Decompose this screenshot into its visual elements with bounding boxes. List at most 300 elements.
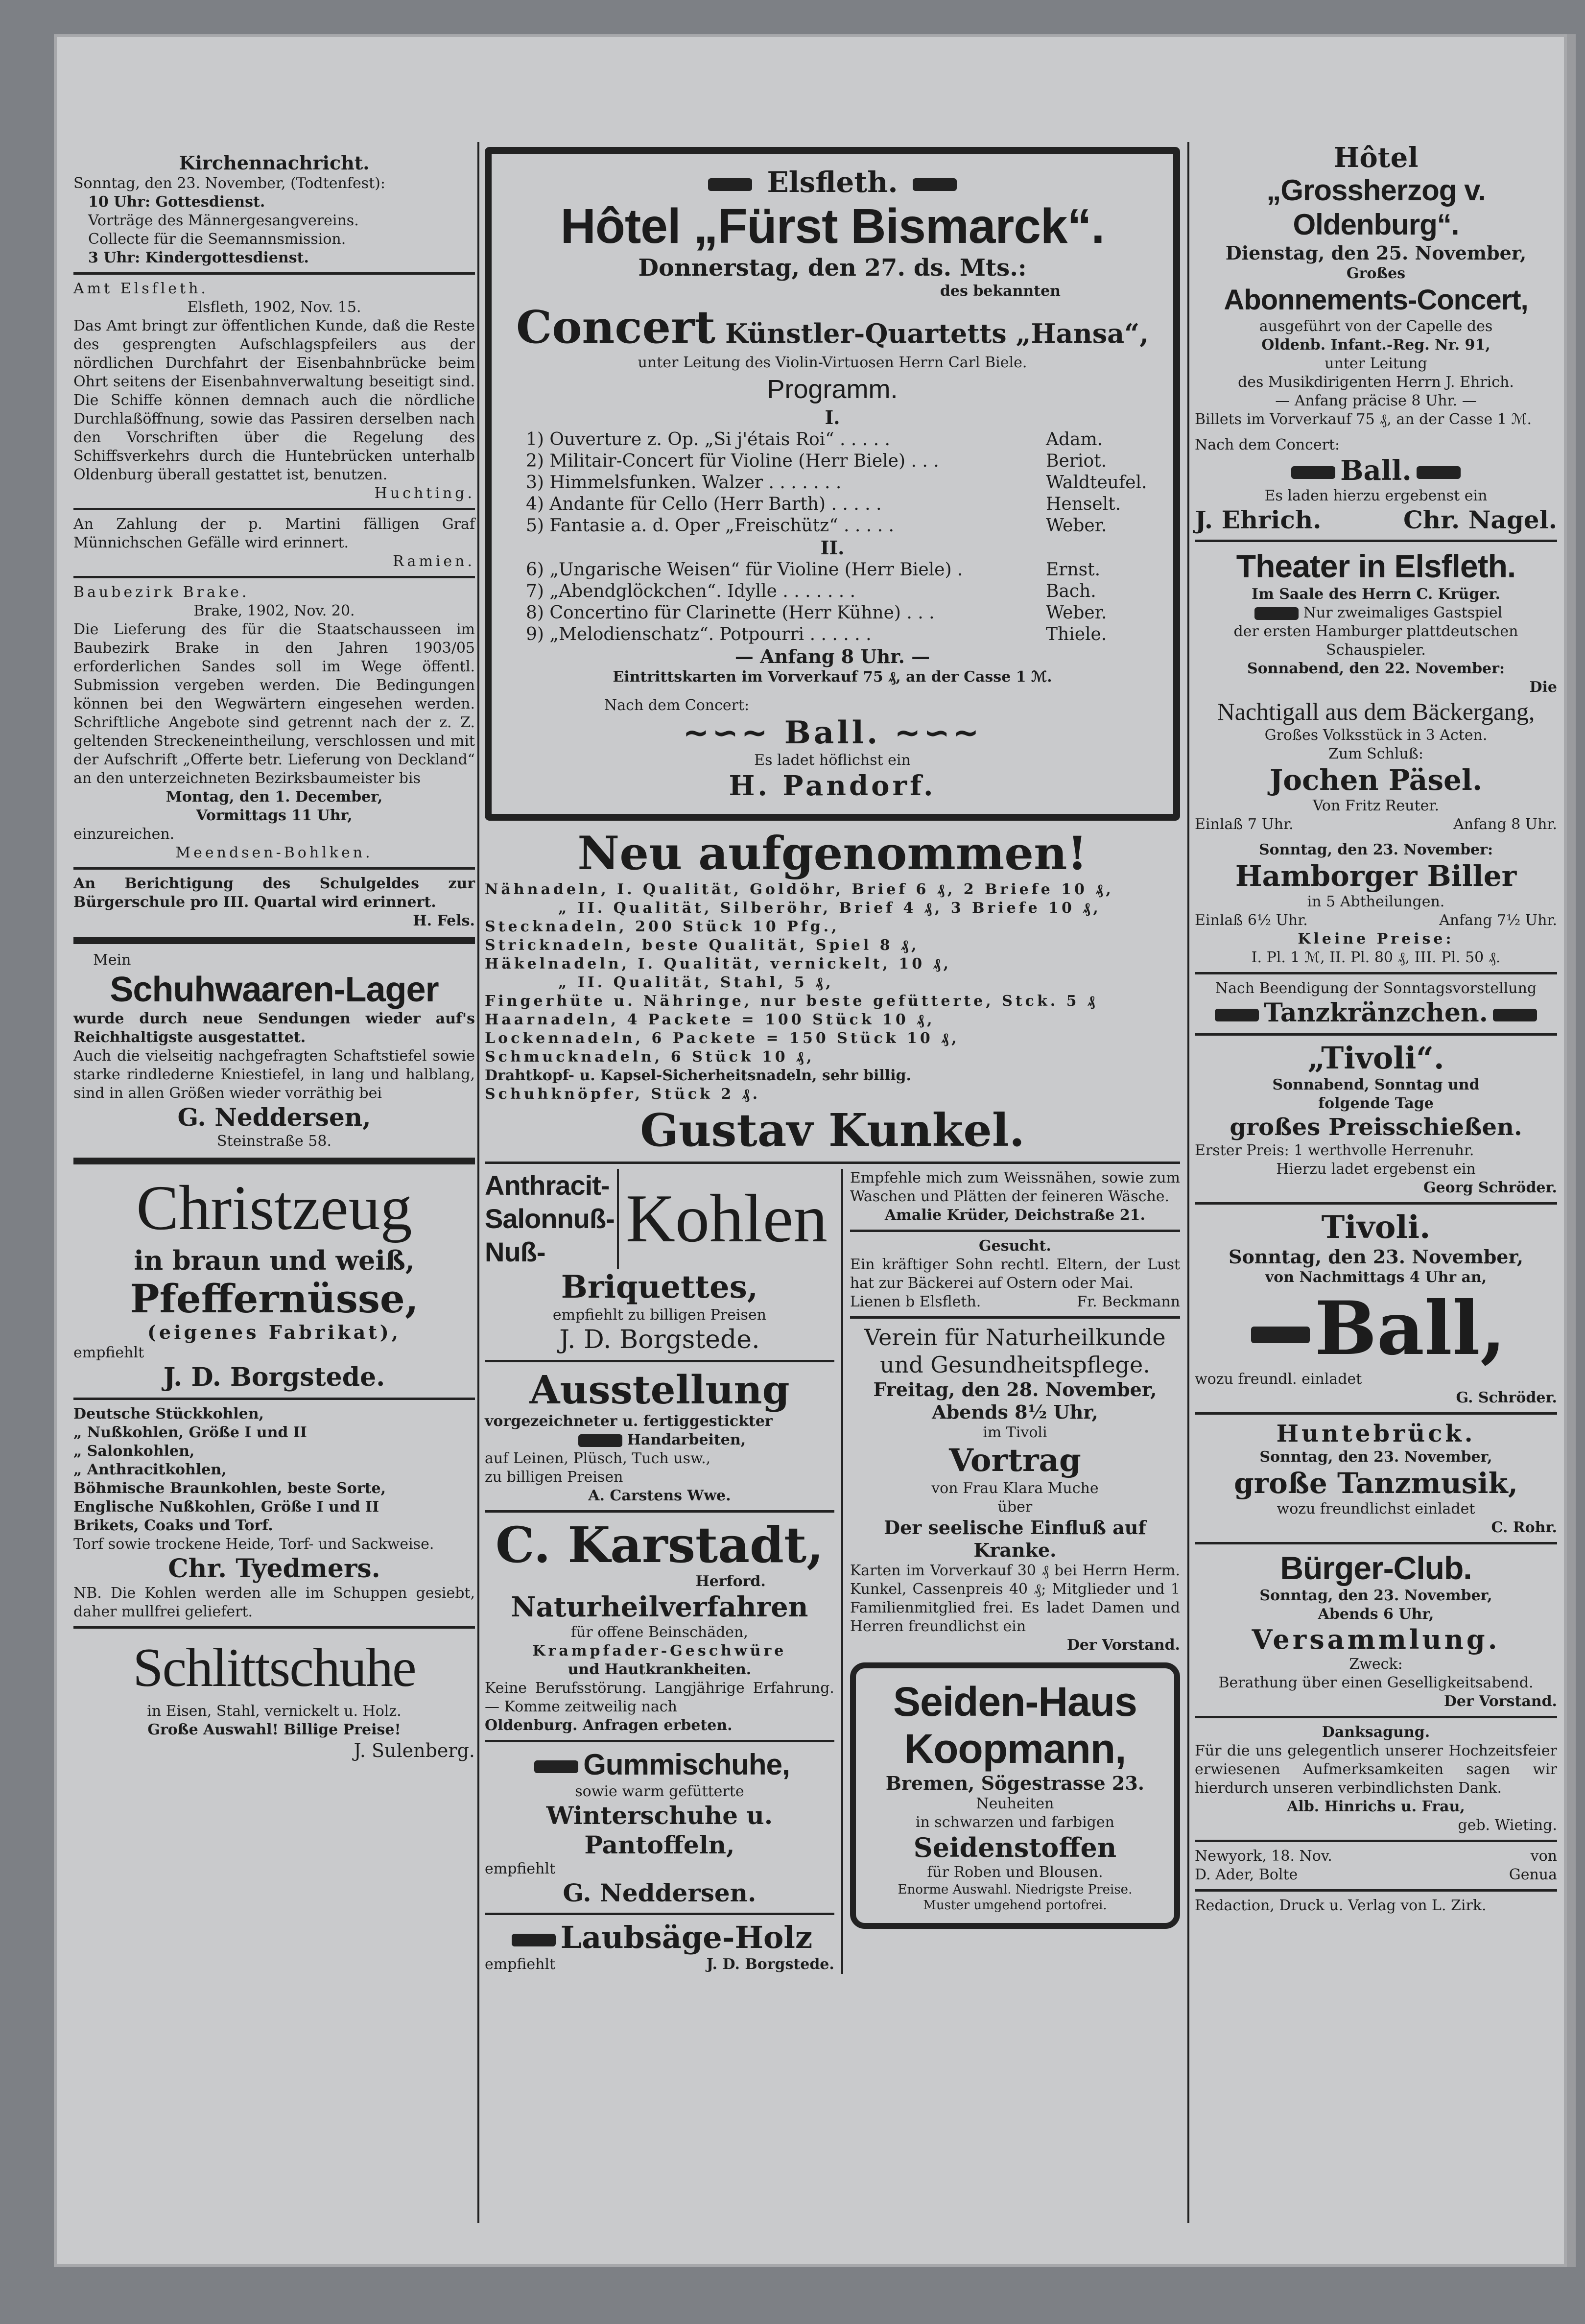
ny-line: von [1530,1848,1557,1865]
divider [485,1913,834,1915]
gesucht-name: Fr. Beckmann [1077,1293,1180,1310]
schlitt-name: J. Sulenberg. [354,1740,475,1761]
theater-date: Sonnabend, den 22. November: [1247,660,1505,677]
gesucht-ad [850,1237,1180,1311]
buerger-club-ad [1195,1549,1557,1711]
divider [1195,1840,1557,1842]
program-item: 4) Andante für Cello (Herr Barth) . . . . . [526,494,882,514]
karstadt-natur: Naturheilverfahren [511,1591,808,1623]
oldenburg-title: Abonnements-Concert, [1224,284,1528,316]
bismarck-ball: Ball. [784,714,881,751]
seidenhaus-ad [850,1662,1180,1929]
oldenburg-name2: Chr. Nagel. [1403,505,1557,534]
martini-notice [73,515,475,571]
amt-sign: Huchting. [374,485,475,502]
divider [850,1230,1180,1232]
tivoli2-date: Sonntag, den 23. November, [1229,1246,1523,1268]
kirche-line: 3 Uhr: Kindergottesdienst. [88,249,309,266]
schuh-name: G. Neddersen, [177,1103,371,1132]
divider [73,508,475,510]
neu-line: Drahtkopf- u. Kapsel-Sicherheitsnadeln, sehr billig. [485,1067,911,1084]
seiden-addr: Bremen, Sögestrasse 23. [885,1772,1145,1794]
bismarck-nach: Nach dem Concert: [604,697,750,714]
neu-line: Stricknadeln, beste Qualität, Spiel 8 ₰, [485,937,920,954]
kohlen2-emp: empfiehlt zu billigen Preisen [552,1306,766,1324]
tivoli2-name: G. Schröder. [1456,1389,1557,1406]
kohlen2-ad [485,1169,834,1355]
kohlen-line: Englische Nußkohlen, Größe I und II [73,1498,379,1516]
amt-body: Das Amt bringt zur öffentlichen Kunde, daß die Reste des gesprengten Aufschlagspfeilers aus der nördlichen Durchfahrt der Eisenbahnbrücke beim Ohrt seitens der Eisenbahnverwaltung beseitigt sind. Die Schiffe können demnach auch die nördliche Durchlaßöffnung, sowie das Passiren derselben nach den Vorschriften über die Regelung des Schiffsverkehrs durch die Huntebrücken unterhalb Oldenburg überall gestattet ist, benutzen. [73,317,475,483]
karstadt-title: C. Karstadt, [495,1516,824,1574]
theater-line: Von Fritz Reuter. [1312,797,1440,814]
neu-line: Fingerhüte u. Nähringe, nur beste gefütterte, Stck. 5 ₰ [485,993,1098,1010]
karstadt-ad [485,1518,834,1735]
schuh-body: Auch die vielseitig nachgefragten Schaftstiefel sowie starke rindlederne Kniestiefel, in lang und halblang, sind in allen Größen wieder vorräthig bei [73,1047,475,1102]
gummischuhe-ad [485,1747,834,1908]
oldenburg-ad [1195,142,1557,535]
neu-line: Schmucknadeln, 6 Stück 10 ₰, [485,1048,815,1066]
program-composer: Bach. [1046,581,1096,601]
karstadt-line: und Hautkrankheiten. [568,1661,752,1678]
verein-time: Abends 8½ Uhr, [932,1401,1098,1423]
program-composer: Henselt. [1046,494,1121,514]
gummi-title-row [485,1747,834,1782]
tivoli-tanz-ad [1195,979,1557,1197]
ny-line: D. Ader, Bolte [1195,1866,1298,1883]
bismarck-ball-row [506,715,1159,751]
pointing-hand-icon [708,178,752,191]
gesucht-place: Lienen b Elsfleth. [850,1293,981,1310]
ausst-line: auf Leinen, Plüsch, Tuch usw., [485,1450,711,1467]
buerger-vers: Versammlung. [1252,1624,1500,1655]
theater-die: Die [1529,679,1557,696]
theater-stueck: Jochen Päsel. [1269,763,1483,797]
seiden-line: Neuheiten [976,1795,1054,1812]
schuh-pre: Mein [93,951,131,969]
kohlen2-briq: Briquettes, [561,1269,758,1305]
bismarck-concert-row [506,301,1159,354]
amt-notice [73,280,475,503]
tivoli2-ball: Ball, [1314,1285,1506,1372]
buerger-line: Berathung über einen Geselligkeitsabend. [1218,1674,1534,1691]
bismarck-concert: Concert [516,301,715,354]
program-item: 6) „Ungarische Weisen“ für Violine (Herr Biele) . [526,560,963,580]
bismarck-karten: Eintrittskarten im Vorverkauf 75 ₰, an der Casse 1 ℳ. [613,668,1052,686]
ausst-l2-row [485,1431,834,1449]
col2-lower-left [485,1169,834,1974]
oldenburg-gross: Großes [1346,265,1406,282]
ausst-line: vorgezeichneter u. fertiggestickter [485,1413,773,1430]
theater-line: Großes Volksstück in 3 Acten. [1264,727,1488,744]
gesucht-body: Ein kräftiger Sohn rechtl. Eltern, der Lust hat zur Bäckerei auf Ostern oder Mai. [850,1256,1180,1292]
bismarck-part: I. [825,406,840,428]
column-rule [1187,142,1189,2223]
ausst-title: Ausstellung [529,1367,790,1413]
gummi-name: G. Neddersen. [563,1878,757,1907]
divider [1195,540,1557,542]
kohlen-line: Böhmische Braunkohlen, beste Sorte, [73,1480,386,1497]
gummi-line: Winterschuhe u. Pantoffeln, [546,1801,773,1859]
hunte-title: Huntebrück. [1276,1420,1476,1447]
program-part-1 [506,429,1159,537]
oldenburg-line: des Musikdirigenten Herrn J. Ehrich. [1238,374,1514,391]
theater-line: Im Saale des Herrn C. Krüger. [1252,586,1500,603]
tivoli1-tanz-row [1195,998,1557,1028]
program-item: 3) Himmelsfunken. Walzer . . . . . . . [526,473,842,493]
bismarck-name: H. Pandorf. [729,770,936,802]
bismarck-ad [485,147,1180,821]
martini-sign: Ramien. [393,553,475,570]
kohlen2-type: Anthracit- [485,1170,610,1201]
neu-line: Lockennadeln, 6 Packete = 150 Stück 10 ₰, [485,1030,960,1047]
program-item: 9) „Melodienschatz“. Potpourri . . . . . . [526,624,872,644]
theater-ad [1195,547,1557,967]
divider [1195,1033,1557,1036]
kohlen-line: „ Anthracitkohlen, [73,1461,227,1478]
ny-line: Genua [1509,1866,1557,1883]
theater-anfang: Anfang 8 Uhr. [1453,816,1557,833]
kohlen2-head [485,1169,834,1269]
heavy-divider [73,1158,475,1164]
buerger-date: Sonntag, den 23. November, [1259,1587,1492,1604]
ausst-name: A. Carstens Wwe. [588,1487,731,1504]
flourish-icon: ~∽~ [683,715,771,751]
schlitt-line: Große Auswahl! Billige Preise! [147,1721,401,1738]
divider [1195,1889,1557,1892]
tivoli2-title: Tivoli. [1321,1209,1431,1246]
divider [485,1740,834,1742]
oldenburg-name1: J. Ehrich. [1195,505,1322,534]
bismarck-quartett: Künstler-Quartetts „Hansa“, [725,318,1149,349]
neu-line: Haarnadeln, 4 Packete = 100 Stück 10 ₰, [485,1011,935,1028]
schuh-title: Schuhwaaren-Lager [110,970,439,1009]
weiss-body: Empfehle mich zum Weissnähen, sowie zum Waschen und Plätten der feineren Wäsche. [850,1169,1180,1205]
divider [1195,972,1557,974]
theater-line: Kleine Preise: [1298,930,1454,948]
divider [73,576,475,578]
divider [1195,1716,1557,1718]
oldenburg-date: Dienstag, den 25. November, [1225,242,1527,264]
buerger-sign: Der Vorstand. [1443,1693,1557,1710]
schlittschuhe-ad [73,1634,475,1762]
kohlen-line: Deutsche Stückkohlen, [73,1405,264,1423]
tivoli1-line: Sonnabend, Sonntag und [1272,1076,1480,1093]
ny-line: Newyork, 18. Nov. [1195,1848,1332,1865]
kohlen2-types [485,1169,619,1269]
kohlen-line: Torf sowie trockene Heide, Torf- und Sackweise. [73,1536,434,1553]
program-item: 7) „Abendglöckchen“. Idylle . . . . . . . [526,581,856,601]
laubsaege-ad [485,1920,834,1974]
program-item: 5) Fantasie a. d. Oper „Freischütz“ . . . . . [526,516,894,536]
neu-aufgenommen-ad [485,827,1180,1157]
kohlen-line: „ Nußkohlen, Größe I und II [73,1424,307,1441]
theater-line: Nur zweimaliges Gastspiel [1303,604,1503,621]
column-rule [841,1169,843,1974]
gesucht-foot [850,1293,1180,1311]
karstadt-line: für offene Beinschäden, [570,1624,748,1641]
oldenburg-line: Oldenb. Infant.-Reg. Nr. 91, [1261,336,1490,354]
pointing-hand-icon [1291,466,1335,479]
theater-einlass: Einlaß 6½ Uhr. [1195,912,1308,929]
schlitt-line: in Eisen, Stahl, vernickelt u. Holz. [147,1703,402,1720]
laub-foot [485,1955,834,1974]
huntebrueck-ad [1195,1420,1557,1537]
laub-title-row [485,1920,834,1955]
theater-date: Sonntag, den 23. November: [1258,841,1493,858]
divider [850,1316,1180,1319]
seiden-title: Koopmann, [904,1726,1126,1772]
christ-sub: in braun und weiß, [134,1245,415,1276]
theater-l2-row [1195,604,1557,622]
divider [73,867,475,870]
hunte-ladet: wozu freundlichst einladet [1277,1500,1475,1518]
kirche-line: 10 Uhr: Gottesdienst. [88,193,265,211]
bismarck-programm: Programm. [767,375,898,404]
buerger-title: Bürger-Club. [1280,1550,1472,1586]
oldenburg-ball-row [1195,454,1557,487]
neu-line: Stecknadeln, 200 Stück 10 Pfg., [485,918,840,935]
divider [73,272,475,275]
column-1 [73,152,475,1762]
pointing-hand-icon [1493,1009,1537,1021]
seiden-line: für Roben und Blousen. [927,1864,1103,1881]
neu-line: Nähnadeln, I. Qualität, Goldöhr, Brief 6 ₰, 2 Briefe 10 ₰, [485,881,1114,898]
neu-name: Gustav Kunkel. [640,1104,1025,1157]
program-composer: Weber. [1046,603,1107,623]
gummi-emp: empfiehlt [485,1860,556,1877]
christ-emp: empfiehlt [73,1344,144,1361]
oldenburg-name: „Grossherzog v. Oldenburg“. [1266,174,1486,241]
schul-body: An Berichtigung des Schulgeldes zur Bürgerschule pro III. Quartal wird erinnert. [73,875,475,911]
flourish-icon: ~∽~ [894,715,982,751]
divider [485,1360,834,1362]
kirche-line: Sonntag, den 23. November, (Todtenfest): [73,175,385,192]
tivoli1-line: großes Preisschießen. [1230,1114,1522,1141]
divider [1195,1202,1557,1205]
col2-lower [485,1169,1180,1974]
buerger-zweck: Zweck: [1349,1656,1403,1673]
oldenburg-ladet: Es laden hierzu ergebenst ein [1264,487,1488,504]
gesucht-title: Gesucht. [979,1237,1051,1255]
kohlen-nb: NB. Die Kohlen werden alle im Schuppen gesiebt, daher mullfrei geliefert. [73,1585,475,1620]
neu-title: Neu aufgenommen! [577,827,1088,880]
program-part-2 [506,559,1159,645]
laub-name: J. D. Borgstede. [706,1956,834,1973]
baubezirk-notice [73,583,475,862]
tivoli2-ladet: wozu freundl. einladet [1195,1371,1362,1388]
dank-body: Für die uns gelegentlich unserer Hochzeitsfeier erwiesenen Aufmerksamkeiten sagen wir hierdurch unseren verbindlichsten Dank. [1195,1742,1557,1797]
kohlen-line: „ Salonkohlen, [73,1443,195,1460]
oldenburg-hotel: Hôtel [1333,142,1419,174]
theater-einlass: Einlaß 7 Uhr. [1195,816,1294,833]
oldenburg-line: Billets im Vorverkauf 75 ₰, an der Casse 1 ℳ. [1195,411,1532,428]
divider [485,1162,1180,1164]
theater-line: der ersten Hamburger plattdeutschen Schauspieler. [1233,623,1518,659]
kohlen2-title: Kohlen [625,1181,828,1257]
tivoli1-line: Hierzu ladet ergebenst ein [1276,1161,1476,1178]
bismarck-leitung: unter Leitung des Violin-Virtuosen Herrn Carl Biele. [638,354,1027,371]
dank-title: Danksagung. [1322,1724,1430,1741]
divider [1195,1542,1557,1544]
kirchennachricht [73,152,475,267]
amt-date: Elsfleth, 1902, Nov. 15. [187,299,361,316]
tivoli2-ball-row [1195,1287,1557,1370]
seiden-title: Seiden-Haus [893,1679,1137,1725]
tivoli1-title: „Tivoli“. [1307,1040,1444,1076]
tivoli1-tanz: Tanzkränzchen. [1264,998,1488,1028]
verein-sign: Der Vorstand. [1066,1636,1180,1654]
program-item: 2) Militair-Concert für Violine (Herr Biele) . . . [526,451,939,471]
bau-date: Brake, 1902, Nov. 20. [193,602,355,619]
program-composer: Beriot. [1046,451,1107,471]
weiss-name: Amalie Krüder, Deichstraße 21. [884,1207,1145,1224]
gummi-line: sowie warm gefütterte [575,1783,744,1800]
christ-pf2: (eigenes Fabrikat), [147,1321,402,1343]
weissnaehen-ad [850,1169,1180,1225]
theater-line: in 5 Abtheilungen. [1307,893,1445,910]
bau-body: Die Lieferung des für die Staatschausseen im Baubezirk Brake in den Jahren 1903/05 erforderlichen Sandes soll im Wege öffentl. Submission vergeben werden. Die Bedingungen können bei den Wegwärtern eingesehen werden. Schriftliche Angebote sind getrennt nach der z. Z. geltenden Streckeneintheilung, verschlossen und mit der Aufschrift „Offerte betr. Lieferung von Deckland“ an den unterzeichneten Bezirksbaumeister bis [73,621,475,787]
karstadt-line: Krampfader-Geschwüre [532,1642,787,1660]
pointing-hand-icon [1215,1009,1259,1021]
kohlen-line: Brikets, Coaks und Torf. [73,1517,273,1534]
seiden-line: Muster umgehend portofrei. [923,1898,1107,1913]
verein-date: Freitag, den 28. November, [873,1378,1157,1400]
bismarck-date: Donnerstag, den 27. ds. Mts.: [638,254,1027,282]
theater-title: Theater in Elsfleth. [1236,548,1516,584]
schul-sign: H. Fels. [413,912,475,929]
newyork-notice [1195,1847,1557,1884]
column-3 [1195,142,1557,1915]
dank-name: geb. Wieting. [1458,1817,1557,1834]
karstadt-line: Keine Berufsstörung. Langjährige Erfahrung. — Komme zeitweilig nach [485,1680,834,1715]
theater-times-1 [1195,815,1557,834]
pointing-hand-icon [1251,1327,1310,1343]
verein-thema: Der seelische Einfluß auf Kranke. [884,1517,1146,1561]
bismarck-town-row [506,166,1159,199]
bismarck-part: II. [820,537,845,559]
divider [73,1626,475,1629]
christzeug-ad [73,1171,475,1393]
neu-line: Schuhknöpfer, Stück 2 ₰. [485,1086,761,1103]
theater-stueck: Nachtigall aus dem Bäckergang, [1217,698,1535,725]
tivoli1-pre: Nach Beendigung der Sonntagsvorstellung [1215,980,1537,997]
kirche-title: Kirchennachricht. [179,152,370,174]
verein-ueber: über [997,1498,1033,1516]
christ-pf: Pfeffernüsse, [130,1276,419,1322]
bismarck-anfang: — Anfang 8 Uhr. — [734,645,930,667]
oldenburg-line: unter Leitung [1325,355,1427,372]
kohlen-name: Chr. Tyedmers. [168,1554,380,1584]
bau-head: Baubezirk Brake. [73,584,250,601]
verein-vortrag: Vortrag [949,1442,1081,1479]
theater-anfang: Anfang 7½ Uhr. [1439,912,1557,929]
hunte-name: C. Rohr. [1491,1519,1557,1536]
bau-deadline: Vormittags 11 Uhr, [196,807,353,824]
theater-line: Zum Schluß: [1328,745,1423,762]
christ-name: J. D. Borgstede. [163,1362,385,1392]
seiden-line: Seidenstoffen [913,1832,1117,1863]
tivoli1-name: Georg Schröder. [1423,1179,1557,1196]
divider [1195,1412,1557,1415]
program-item: 8) Concertino für Clarinette (Herr Kühne) . . . [526,603,935,623]
pointing-hand-icon [1254,607,1299,620]
christ-title: Christzeug [136,1173,412,1243]
bismarck-hotel: Hôtel „Fürst Bismarck“. [560,199,1105,254]
bau-sign: Meendsen-Bohlken. [175,844,373,861]
pointing-hand-icon [913,178,957,191]
theater-stueck: Hamborger Biller [1235,859,1517,893]
tivoli1-line: Erster Preis: 1 werthvolle Herrenuhr. [1195,1142,1474,1159]
verein-title: Verein für Naturheilkunde [864,1324,1166,1351]
schuh-addr: Steinstraße 58. [217,1133,331,1150]
bismarck-town: Elsfleth. [767,166,898,199]
bismarck-des: des bekannten [940,283,1061,300]
schuhwaaren-ad [73,951,475,1151]
verein-ort: im Tivoli [983,1424,1047,1441]
seiden-line: Enorme Auswahl. Niedrigste Preise. [898,1882,1133,1897]
ausstellung-ad [485,1367,834,1505]
naturheil-verein-ad [850,1324,1180,1655]
program-composer: Adam. [1046,429,1103,450]
karstadt-city: Herford. [695,1573,766,1590]
column-2 [485,147,1180,1974]
bau-end: einzureichen. [73,826,175,843]
pointing-hand-icon [578,1434,622,1447]
tivoli-ball-ad [1195,1209,1557,1407]
hunte-date: Sonntag, den 23. November, [1259,1448,1492,1466]
kirche-line: Collecte für die Seemannsmission. [88,231,346,248]
ausst-line: zu billigen Preisen [485,1469,623,1486]
amt-head: Amt Elsfleth. [73,280,209,297]
verein-body: Karten im Vorverkauf 30 ₰ bei Herrn Herm. Kunkel, Cassenpreis 40 ₰; Mitglieder und 1 Familienmitglied frei. Es ladet Damen und Herren freundlichst ein [850,1562,1180,1635]
column-rule [477,142,479,2223]
program-item: 1) Ouverture z. Op. „Si j'étais Roi“ . . . . . [526,429,890,450]
program-composer: Waldteufel. [1046,473,1147,493]
oldenburg-line: ausgeführt von der Capelle des [1259,318,1493,335]
kohlen-ad [73,1405,475,1621]
pointing-hand-icon [1417,466,1461,479]
dank-name: Alb. Hinrichs u. Frau, [1287,1798,1465,1815]
neu-line: Häkelnadeln, I. Qualität, vernickelt, 10 ₰, [485,955,952,972]
danksagung [1195,1723,1557,1835]
oldenburg-nach: Nach dem Concert: [1195,436,1340,453]
kohlen2-name: J. D. Borgstede. [559,1325,760,1354]
verein-title: und Gesundheitspflege. [879,1352,1150,1378]
tivoli1-line: folgende Tage [1318,1095,1434,1112]
pointing-hand-icon [512,1934,556,1946]
gummi-title: Gummischuhe, [583,1748,790,1781]
karstadt-line: Oldenburg. Anfragen erbeten. [485,1717,733,1734]
oldenburg-ball: Ball. [1340,454,1412,487]
verein-von: von Frau Klara Muche [931,1480,1099,1497]
kohlen2-type: Salonnuß- [485,1203,615,1234]
bau-deadline: Montag, den 1. December, [166,788,383,806]
hunte-tanz: große Tanzmusik, [1234,1467,1518,1500]
theater-times-2 [1195,911,1557,930]
seiden-line: in schwarzen und farbigen [915,1814,1114,1831]
divider [73,1398,475,1400]
schuh-body: wurde durch neue Sendungen wieder auf's Reichhaltigste ausgestattet. [73,1010,475,1046]
tivoli2-time: von Nachmittags 4 Uhr an, [1265,1269,1487,1286]
program-composer: Weber. [1046,516,1107,536]
ausst-line: Handarbeiten, [627,1431,746,1448]
program-composer: Thiele. [1046,624,1107,644]
col2-lower-right [850,1169,1180,1974]
buerger-time: Abends 6 Uhr, [1318,1606,1434,1623]
program-composer: Ernst. [1046,560,1101,580]
divider [485,1510,834,1513]
oldenburg-names [1195,505,1557,535]
